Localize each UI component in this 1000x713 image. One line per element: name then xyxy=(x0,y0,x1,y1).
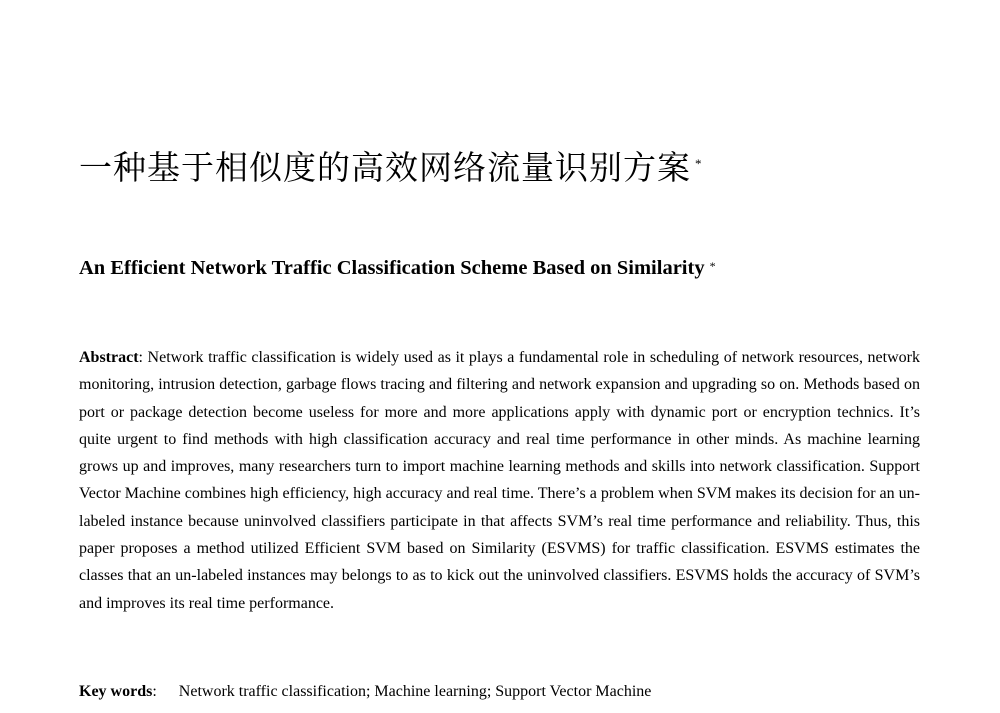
keywords-line xyxy=(79,678,651,705)
keywords-text: Network traffic classification; Machine learning; Support Vector Machine xyxy=(178,683,652,700)
abstract-text: Network traffic classification is widely used as it plays a fundamental role in scheduling of network resources, network monitoring, intrusion detection, garbage flows tracing and filtering and network expansion and upgrading so on. Methods based on port or package detection become useless for more and more applications apply with dynamic port or encryption technics. It’s quite urgent to find methods with high classification accuracy and real time performance in other minds. As machine learning grows up and improves, many researchers turn to import machine learning methods and skills into network classification. Support Vector Machine combines high efficiency, high accuracy and real time. There’s a problem when SVM makes its decision for an un-labeled instance because uninvolved classifiers participate in that affects SVM’s real time performance and reliability. Thus, this paper proposes a method utilized Efficient SVM based on Similarity (ESVMS) for traffic classification. ESVMS estimates the classes that an un-labeled instances may belongs to as to kick out the uninvolved classifiers. ESVMS holds the accuracy of SVM’s and improves its real time performance. xyxy=(79,349,920,612)
english-title-text: An Efficient Network Traffic Classification Scheme Based on Similarity xyxy=(79,257,705,279)
english-title xyxy=(79,254,716,282)
abstract-label: Abstract xyxy=(79,349,139,366)
chinese-title xyxy=(79,146,703,190)
chinese-title-footnote-mark: * xyxy=(695,156,703,171)
keywords-label: Key words xyxy=(79,683,153,700)
chinese-title-text: 一种基于相似度的高效网络流量识别方案 xyxy=(79,148,691,187)
abstract-separator: : xyxy=(138,349,148,366)
keywords-separator: : xyxy=(152,683,157,700)
english-title-footnote-mark: * xyxy=(709,259,716,273)
abstract-paragraph xyxy=(79,344,920,617)
